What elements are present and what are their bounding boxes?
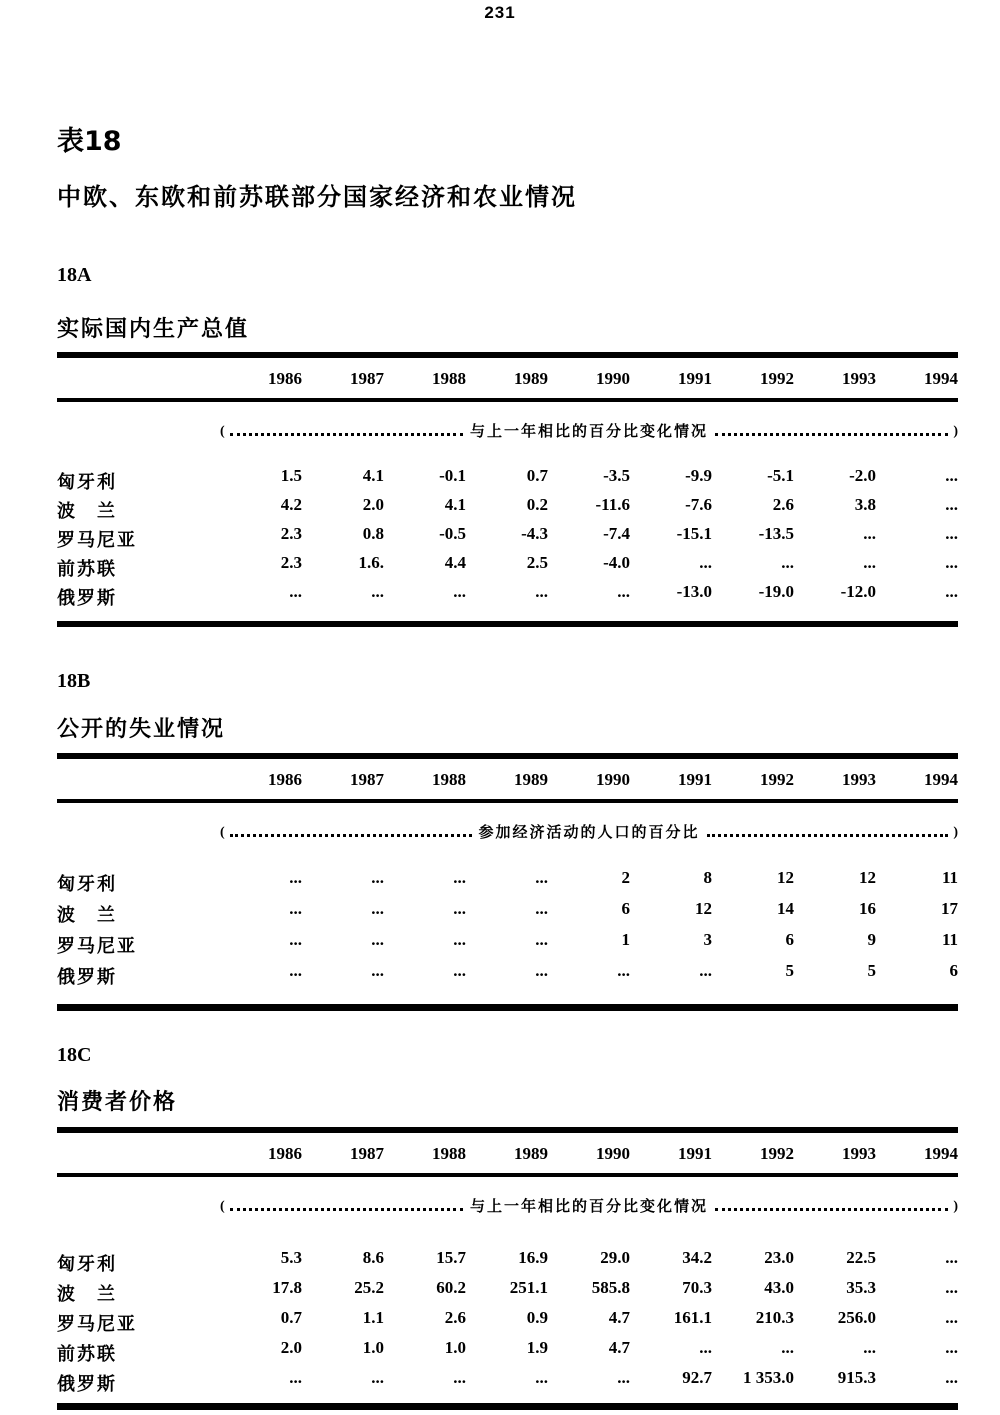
cell-value: 4.1	[444, 495, 466, 514]
cell-value: ...	[289, 582, 302, 601]
cell-value: ...	[945, 524, 958, 543]
cell-value: 11	[941, 868, 958, 887]
cell-value: -2.0	[849, 466, 876, 485]
year-header-row	[57, 358, 958, 398]
unit-label: 与上一年相比的百分比变化情况	[470, 1197, 709, 1215]
cell-value: 5	[867, 961, 876, 980]
table-body	[57, 1243, 958, 1393]
cell-value: -9.9	[685, 466, 712, 485]
cell-value: 23.0	[764, 1248, 794, 1267]
year-header: 1993	[842, 770, 876, 789]
cell-value: 2.3	[280, 553, 302, 572]
table-row	[57, 519, 958, 551]
cell-value: ...	[371, 582, 384, 601]
year-header: 1991	[678, 1144, 712, 1163]
cell-value: 256.0	[837, 1308, 876, 1327]
cell-value: 2.3	[280, 524, 302, 543]
cell-value: 1.5	[280, 466, 302, 485]
cell-value: 0.7	[526, 466, 548, 485]
row-label: 前苏联	[57, 559, 117, 580]
cell-value: ...	[535, 961, 548, 980]
cell-value: 15.7	[436, 1248, 466, 1267]
unit-label: 与上一年相比的百分比变化情况	[470, 422, 709, 440]
year-header: 1987	[350, 369, 384, 388]
cell-value: 6	[621, 899, 630, 918]
unit-row-spacer	[57, 417, 220, 441]
table-rule-mid	[57, 398, 958, 402]
cell-value: 0.9	[526, 1308, 548, 1327]
cell-value: 60.2	[436, 1278, 466, 1297]
page-content	[57, 127, 958, 1410]
cell-value: 14	[777, 899, 794, 918]
year-header: 1986	[268, 369, 302, 388]
row-label: 波 兰	[57, 1284, 117, 1305]
cell-value: ...	[535, 1368, 548, 1387]
open-paren: (	[220, 825, 225, 840]
cell-value: -19.0	[758, 582, 794, 601]
close-paren: )	[953, 1199, 959, 1214]
cell-value: 251.1	[509, 1278, 548, 1297]
cell-value: 25.2	[354, 1278, 384, 1297]
cell-value: 0.7	[280, 1308, 302, 1327]
cell-value: 43.0	[764, 1278, 794, 1297]
cell-value: -13.5	[758, 524, 794, 543]
cell-value: ...	[371, 1368, 384, 1387]
cell-value: ...	[617, 961, 630, 980]
cell-value: 16	[859, 899, 876, 918]
cell-value: 34.2	[682, 1248, 712, 1267]
cell-value: 1.1	[362, 1308, 384, 1327]
cell-value: ...	[289, 930, 302, 949]
cell-value: 6	[785, 930, 794, 949]
row-label: 罗马尼亚	[57, 936, 137, 957]
row-label: 波 兰	[57, 905, 117, 926]
table-row	[57, 1303, 958, 1333]
section-code: 18A	[57, 264, 92, 286]
year-header-spacer	[57, 1144, 220, 1164]
year-header: 1990	[596, 1144, 630, 1163]
cell-value: ...	[289, 961, 302, 980]
row-label: 匈牙利	[57, 1254, 117, 1275]
unit-line	[220, 818, 958, 842]
cell-value: 22.5	[846, 1248, 876, 1267]
table-rule-bottom	[57, 621, 958, 627]
cell-value: -7.4	[603, 524, 630, 543]
table-row	[57, 461, 958, 493]
table-body	[57, 863, 958, 987]
cell-value: ...	[289, 899, 302, 918]
year-header: 1994	[924, 1144, 958, 1163]
cell-value: 1.6.	[358, 553, 384, 572]
table-rule-bottom	[57, 1004, 958, 1011]
row-label: 俄罗斯	[57, 1374, 117, 1395]
unit-row-spacer	[57, 1192, 220, 1216]
table-row	[57, 1273, 958, 1303]
cell-value: ...	[289, 1368, 302, 1387]
year-header: 1989	[514, 770, 548, 789]
year-header: 1994	[924, 369, 958, 388]
cell-value: ...	[371, 899, 384, 918]
cell-value: ...	[453, 1368, 466, 1387]
cell-value: ...	[863, 524, 876, 543]
row-label: 俄罗斯	[57, 967, 117, 988]
section-title: 消费者价格	[57, 1090, 178, 1115]
open-paren: (	[220, 424, 225, 439]
cell-value: ...	[289, 868, 302, 887]
cell-value: 6	[949, 961, 958, 980]
cell-value: -4.3	[521, 524, 548, 543]
cell-value: 585.8	[591, 1278, 630, 1297]
cell-value: 2.0	[280, 1338, 302, 1357]
year-header: 1989	[514, 369, 548, 388]
dotted-leader	[715, 1208, 948, 1211]
cell-value: ...	[945, 495, 958, 514]
cell-value: ...	[535, 868, 548, 887]
cell-value: ...	[453, 868, 466, 887]
year-header-row	[57, 759, 958, 799]
table-code: 表18	[57, 126, 122, 157]
cell-value: ...	[453, 961, 466, 980]
dotted-leader	[230, 433, 463, 436]
cell-value: 8.6	[362, 1248, 384, 1267]
cell-value: ...	[945, 553, 958, 572]
cell-value: 2.0	[362, 495, 384, 514]
table-row	[57, 863, 958, 894]
row-label: 罗马尼亚	[57, 530, 137, 551]
cell-value: ...	[863, 1338, 876, 1357]
cell-value: -3.5	[603, 466, 630, 485]
cell-value: 3.8	[854, 495, 876, 514]
section-18c	[57, 1043, 958, 1410]
cell-value: ...	[945, 1338, 958, 1357]
cell-value: 70.3	[682, 1278, 712, 1297]
cell-value: 17.8	[272, 1278, 302, 1297]
cell-value: 2.6	[772, 495, 794, 514]
cell-value: 2	[621, 868, 630, 887]
dotted-leader	[707, 834, 949, 837]
cell-value: 4.2	[280, 495, 302, 514]
dotted-leader	[230, 834, 472, 837]
row-label: 匈牙利	[57, 472, 117, 493]
cell-value: 4.1	[362, 466, 384, 485]
cell-value: ...	[371, 961, 384, 980]
cell-value: 1.0	[444, 1338, 466, 1357]
cell-value: -13.0	[676, 582, 712, 601]
cell-value: ...	[371, 868, 384, 887]
page-title: 中欧、东欧和前苏联部分国家经济和农业情况	[57, 183, 577, 211]
cell-value: 1 353.0	[743, 1368, 794, 1387]
cell-value: ...	[863, 553, 876, 572]
unit-line	[220, 1192, 958, 1216]
cell-value: ...	[453, 899, 466, 918]
table-row	[57, 1363, 958, 1393]
year-header: 1993	[842, 1144, 876, 1163]
cell-value: -0.5	[439, 524, 466, 543]
page-number: 231	[484, 3, 516, 22]
cell-value: 16.9	[518, 1248, 548, 1267]
section-code: 18C	[57, 1044, 92, 1066]
cell-value: 5.3	[280, 1248, 302, 1267]
cell-value: 1.9	[526, 1338, 548, 1357]
cell-value: 5	[785, 961, 794, 980]
section-code: 18B	[57, 670, 91, 692]
dotted-leader	[230, 1208, 463, 1211]
cell-value: -7.6	[685, 495, 712, 514]
cell-value: ...	[371, 930, 384, 949]
close-paren: )	[953, 424, 959, 439]
cell-value: 12	[777, 868, 794, 887]
cell-value: 4.7	[608, 1308, 630, 1327]
section-18a	[57, 263, 958, 627]
year-header: 1988	[432, 770, 466, 789]
cell-value: 1.0	[362, 1338, 384, 1357]
cell-value: ...	[945, 1308, 958, 1327]
cell-value: ...	[781, 1338, 794, 1357]
year-header: 1994	[924, 770, 958, 789]
table-row	[57, 577, 958, 609]
table-row	[57, 956, 958, 987]
table-row	[57, 925, 958, 956]
cell-value: ...	[617, 582, 630, 601]
row-label: 前苏联	[57, 1344, 117, 1365]
cell-value: 2.6	[444, 1308, 466, 1327]
open-paren: (	[220, 1199, 225, 1214]
year-header-spacer	[57, 369, 220, 389]
cell-value: 11	[941, 930, 958, 949]
cell-value: 0.2	[526, 495, 548, 514]
row-label: 俄罗斯	[57, 588, 117, 609]
table-row	[57, 490, 958, 522]
table-row	[57, 894, 958, 925]
cell-value: 35.3	[846, 1278, 876, 1297]
cell-value: ...	[945, 582, 958, 601]
year-header: 1992	[760, 770, 794, 789]
cell-value: ...	[699, 961, 712, 980]
row-label: 匈牙利	[57, 874, 117, 895]
cell-value: 2.5	[526, 553, 548, 572]
cell-value: 17	[941, 899, 958, 918]
cell-value: ...	[453, 930, 466, 949]
cell-value: 12	[695, 899, 712, 918]
year-header: 1986	[268, 770, 302, 789]
table-row	[57, 1333, 958, 1363]
year-header: 1991	[678, 770, 712, 789]
cell-value: -0.1	[439, 466, 466, 485]
cell-value: -15.1	[676, 524, 712, 543]
year-header: 1987	[350, 770, 384, 789]
cell-value: ...	[535, 899, 548, 918]
cell-value: -4.0	[603, 553, 630, 572]
cell-value: ...	[945, 1368, 958, 1387]
year-header-row	[57, 1133, 958, 1173]
cell-value: ...	[453, 582, 466, 601]
cell-value: 8	[703, 868, 712, 887]
unit-line	[220, 417, 958, 441]
year-header: 1990	[596, 369, 630, 388]
cell-value: 0.8	[362, 524, 384, 543]
cell-value: ...	[945, 466, 958, 485]
cell-value: 4.7	[608, 1338, 630, 1357]
cell-value: 29.0	[600, 1248, 630, 1267]
year-header: 1991	[678, 369, 712, 388]
unit-row-spacer	[57, 818, 220, 842]
cell-value: 161.1	[673, 1308, 712, 1327]
cell-value: ...	[945, 1248, 958, 1267]
year-header: 1988	[432, 1144, 466, 1163]
cell-value: -11.6	[595, 495, 630, 514]
row-label: 波 兰	[57, 501, 117, 522]
cell-value: 9	[867, 930, 876, 949]
cell-value: ...	[699, 553, 712, 572]
year-header: 1992	[760, 369, 794, 388]
cell-value: ...	[699, 1338, 712, 1357]
close-paren: )	[953, 825, 959, 840]
unit-label: 参加经济活动的人口的百分比	[478, 823, 700, 841]
section-title: 公开的失业情况	[57, 717, 226, 742]
cell-value: 1	[621, 930, 630, 949]
dotted-leader	[715, 433, 948, 436]
table-row	[57, 1243, 958, 1273]
table-rule-mid	[57, 799, 958, 803]
year-header: 1990	[596, 770, 630, 789]
cell-value: 92.7	[682, 1368, 712, 1387]
cell-value: ...	[781, 553, 794, 572]
section-title: 实际国内生产总值	[57, 317, 250, 342]
table-rule-bottom	[57, 1403, 958, 1410]
cell-value: ...	[945, 1278, 958, 1297]
unit-row	[57, 417, 958, 441]
cell-value: 210.3	[755, 1308, 794, 1327]
year-header: 1992	[760, 1144, 794, 1163]
year-header: 1988	[432, 369, 466, 388]
cell-value: -12.0	[840, 582, 876, 601]
row-label: 罗马尼亚	[57, 1314, 137, 1335]
cell-value: 4.4	[444, 553, 466, 572]
table-body	[57, 461, 958, 609]
cell-value: ...	[535, 582, 548, 601]
cell-value: -5.1	[767, 466, 794, 485]
cell-value: 915.3	[837, 1368, 876, 1387]
unit-row	[57, 818, 958, 842]
unit-row	[57, 1192, 958, 1216]
cell-value: ...	[535, 930, 548, 949]
year-header-spacer	[57, 770, 220, 790]
year-header: 1993	[842, 369, 876, 388]
year-header: 1989	[514, 1144, 548, 1163]
year-header: 1986	[268, 1144, 302, 1163]
cell-value: 12	[859, 868, 876, 887]
year-header: 1987	[350, 1144, 384, 1163]
section-18b	[57, 669, 958, 1011]
cell-value: 3	[703, 930, 712, 949]
table-rule-mid	[57, 1173, 958, 1177]
cell-value: ...	[617, 1368, 630, 1387]
table-row	[57, 548, 958, 580]
